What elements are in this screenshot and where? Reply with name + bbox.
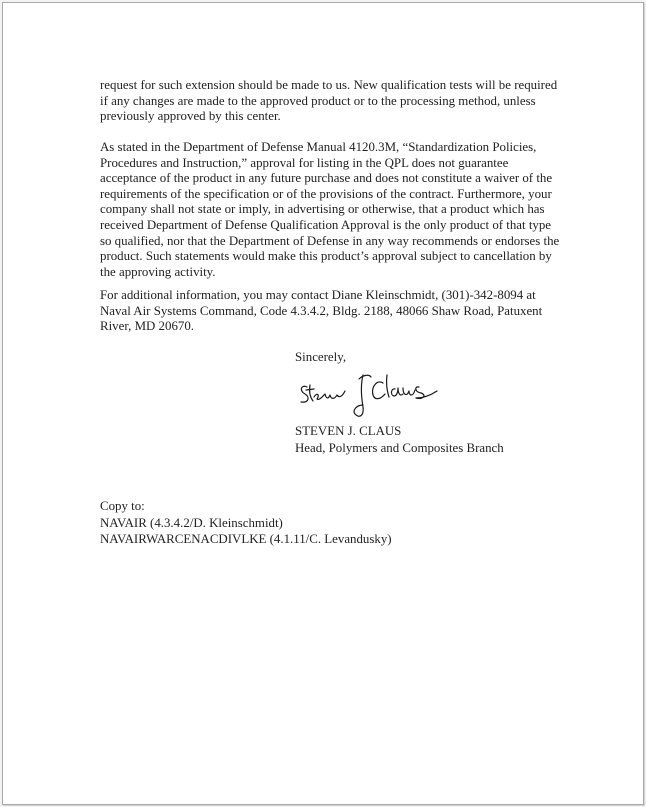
paragraph-line: request for such extension should be made to us. New qualification tests will be required <box>100 78 558 92</box>
paragraph-line: Naval Air Systems Command, Code 4.3.4.2, Bldg. 2188, 48066 Shaw Road, Patuxent <box>100 303 543 318</box>
paragraph-line: Procedures and Instruction,” approval for listing in the QPL does not guarantee <box>100 155 509 170</box>
paragraph-line: product. Such statements would make this product’s approval subject to cancellation by <box>100 249 552 264</box>
paragraph-line: River, MD 20670. <box>100 319 195 334</box>
copy-recipient: NAVAIRWARCENACDIVLKE (4.1.11/C. Levandusky) <box>100 532 392 546</box>
paragraph-line: received Department of Defense Qualification Approval is the only product of that type <box>100 217 552 232</box>
paragraph-line: previously approved by this center. <box>100 109 281 124</box>
paragraph-dod-manual <box>100 140 595 280</box>
paragraph-line: As stated in the Department of Defense Manual 4120.3M, “Standardization Policies, <box>100 140 537 154</box>
paragraph-line: requirements of the specification or of the provisions of the contract. Furthermore, your <box>100 186 552 201</box>
letter-page <box>2 2 644 805</box>
copy-to-block <box>100 498 392 548</box>
signer-title: Head, Polymers and Composites Branch <box>295 441 504 455</box>
paragraph-line: the approving activity. <box>100 264 216 279</box>
paragraph-line: For additional information, you may contact Diane Kleinschmidt, (301)-342-8094 at <box>100 288 536 302</box>
paragraph-line: acceptance of the product in any future purchase and does not constitute a waiver of the <box>100 171 553 186</box>
paragraph-extension <box>100 78 595 125</box>
paragraph-contact-info <box>100 288 595 335</box>
copy-recipient: NAVAIR (4.3.4.2/D. Kleinschmidt) <box>100 515 283 530</box>
signature-drawing <box>297 367 447 425</box>
paragraph-line: so qualified, nor that the Department of Defense in any way recommends or endorses the <box>100 233 560 248</box>
paragraph-line: company shall not state or imply, in advertising or otherwise, that a product which has <box>100 202 545 217</box>
signer-name: STEVEN J. CLAUS <box>295 424 402 438</box>
copy-to-label: Copy to: <box>100 499 145 513</box>
closing-salutation: Sincerely, <box>295 350 347 364</box>
paragraph-line: if any changes are made to the approved product or to the processing method, unless <box>100 93 536 108</box>
signature-block <box>295 423 504 457</box>
handwritten-signature <box>297 367 447 425</box>
